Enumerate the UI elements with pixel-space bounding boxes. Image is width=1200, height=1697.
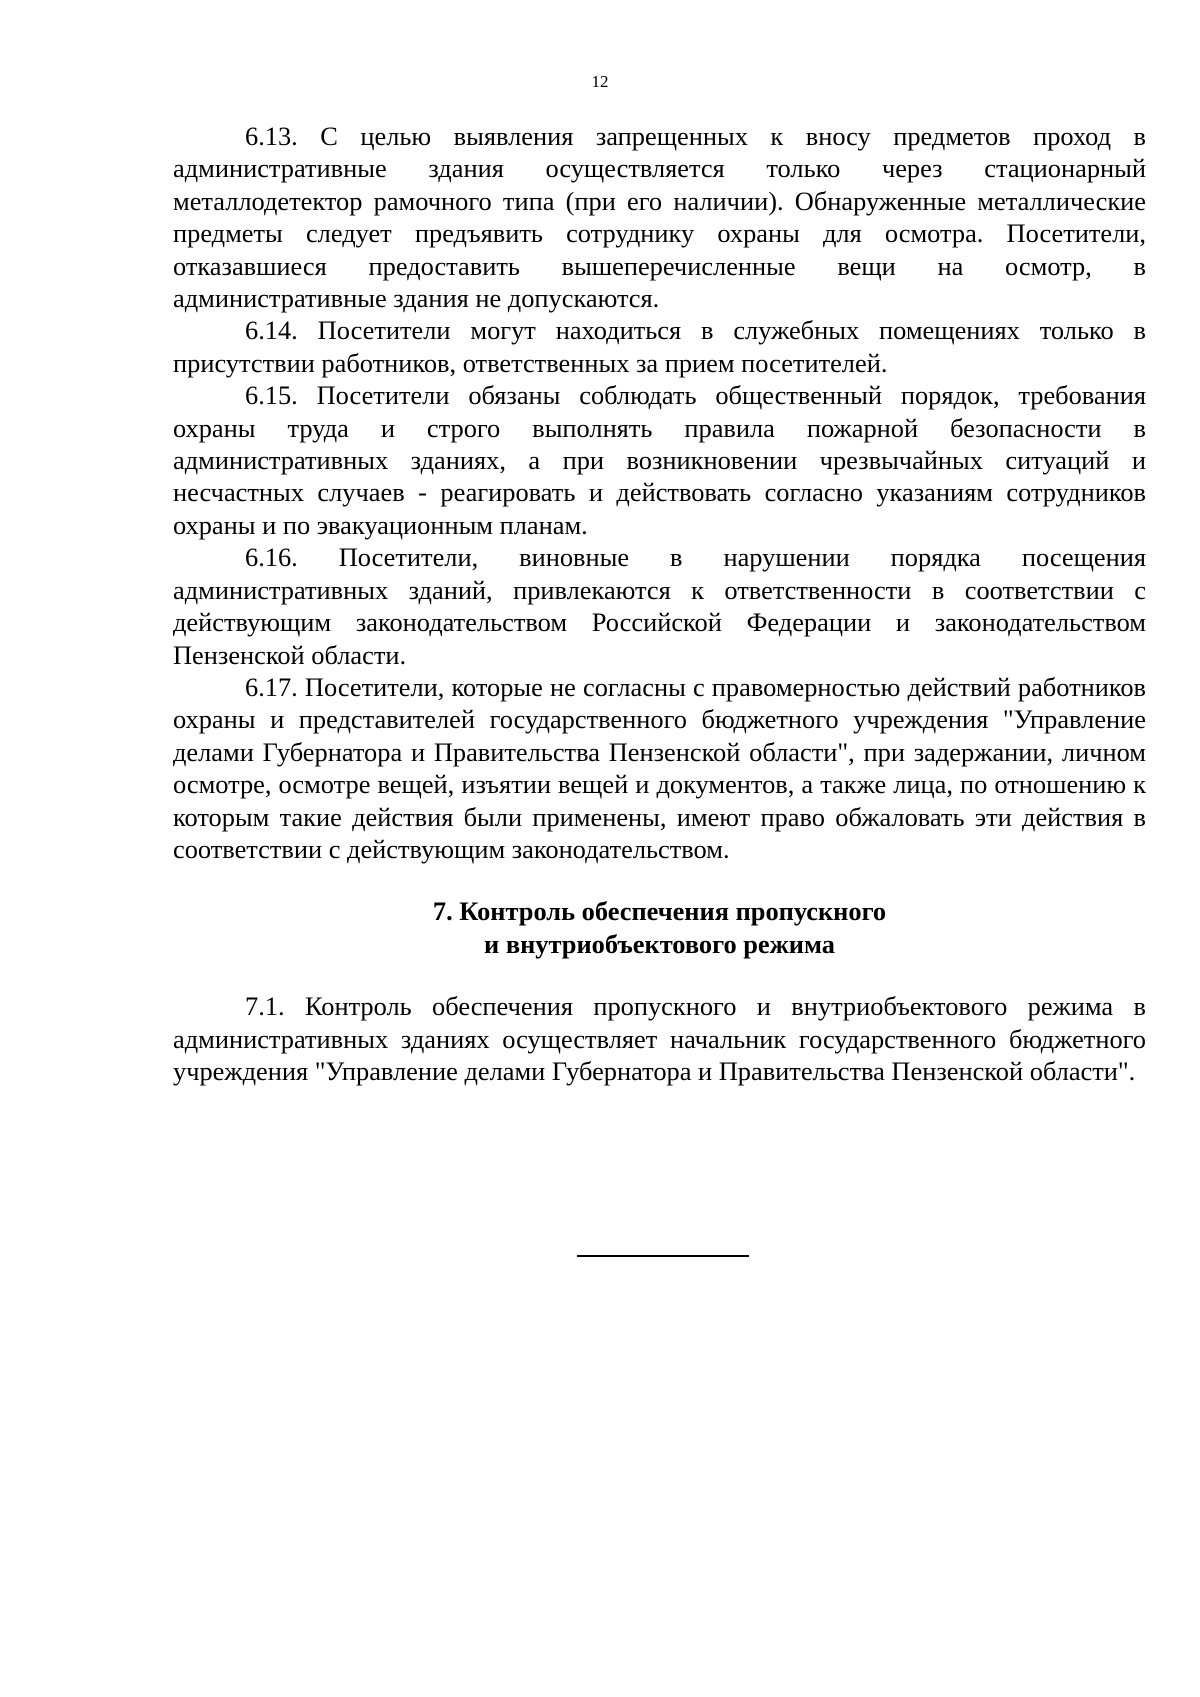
page-number: 12 [591,72,609,91]
paragraph-6-14: 6.14. Посетители могут находиться в служебных помещениях только в присутствии работников, ответственных за прием посетителей. [173,315,1146,378]
section-7-heading-line-1: 7. Контроль обеспечения пропускного [432,896,887,927]
end-of-document-rule [577,1255,749,1257]
paragraph-6-13: 6.13. С целью выявления запрещенных к вносу предметов проход в административные здания осуществляется только через стационарный металлодетектор рамочного типа (при его наличии). Обнаруженные металлические предметы следует предъявить сотруднику охраны для осмотра. Посетители, отказавшиеся предоставить вышеперечисленные вещи на осмотр, в административные здания не допускаются. [173,121,1146,314]
paragraph-6-17: 6.17. Посетители, которые не согласны с правомерностью действий работников охраны и представителей государственного бюджетного учреждения "Управление делами Губернатора и Правительства Пензенской области", при задержании, личном осмотре, осмотре вещей, изъятии вещей и документов, а также лица, по отношению к которым такие действия были применены, имеют право обжаловать эти действия в соответствии с действующим законодательством. [173,671,1146,864]
paragraph-6-15: 6.15. Посетители обязаны соблюдать общественный порядок, требования охраны труда и строго выполнять правила пожарной безопасности в административных зданиях, а при возникновении чрезвычайных ситуаций и несчастных случаев - реагировать и действовать согласно указаниям сотрудников охраны и по эвакуационным планам. [173,380,1146,540]
section-7-heading-line-2: и внутриобъектового режима [484,928,835,959]
section-7-heading [173,895,1146,960]
document-body [173,120,1146,1087]
paragraph-7-1: 7.1. Контроль обеспечения пропускного и внутриобъектового режима в административных зданиях осуществляет начальник государственного бюджетного учреждения "Управление делами Губернатора и Правительства Пензенской области". [173,991,1146,1086]
paragraph-6-16: 6.16. Посетители, виновные в нарушении порядка посещения административных зданий, привлекаются к ответственности в соответствии с действующим законодательством Российской Федерации и законодательством Пензенской области. [173,542,1146,670]
